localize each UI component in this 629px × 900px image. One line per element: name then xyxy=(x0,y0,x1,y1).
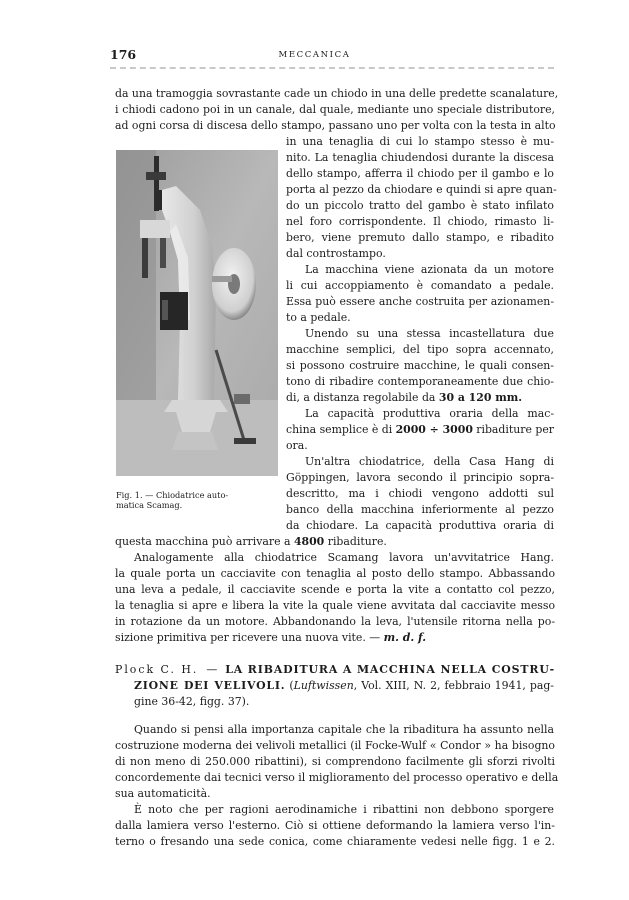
body-text: ribaditure per xyxy=(476,423,554,436)
distance-range: 30 a 120 mm. xyxy=(438,391,523,404)
body-line: si possono costruire macchine, le quali consen- xyxy=(286,359,554,372)
body-line: da una tramoggia sovrastante cade un chiodo in una delle predette scanalature, xyxy=(115,87,559,100)
figure-caption: matica Scamag. xyxy=(116,500,183,510)
author-signature: m. d. f. xyxy=(383,631,427,644)
figure-caption: Fig. 1. — Chiodatrice auto- xyxy=(116,490,229,500)
body-line: tono di ribadire contemporaneamente due chio- xyxy=(286,375,554,388)
body-line: sua automaticità. xyxy=(115,787,211,800)
body-line: Unendo su una stessa incastellatura due xyxy=(305,327,554,340)
body-line xyxy=(286,422,554,437)
body-line: in rotazione da un motore. Abbandonando la leva, l'utensile ritorna nella po- xyxy=(115,615,555,628)
body-text: sizione primitiva per ricevere una nuova vite. — xyxy=(115,631,381,644)
body-line: Un'altra chiodatrice, della Casa Hang di xyxy=(305,455,554,468)
article-author: Plock C. H. xyxy=(115,663,199,676)
body-line: una leva a pedale, il cacciavite scende e porta la vite a contatto col pezzo, xyxy=(115,583,555,596)
body-line: la quale porta un cacciavite con tenaglia al posto dello stampo. Abbassando xyxy=(115,567,555,580)
body-line: i chiodi cadono poi in un canale, dal quale, mediante uno speciale distributore, xyxy=(115,103,555,116)
body-line xyxy=(115,534,387,549)
article-title: LA RIBADITURA A MACCHINA NELLA COSTRU- xyxy=(225,663,555,676)
article-reference: , Vol. XIII, N. 2, febbraio 1941, pag- xyxy=(353,679,554,692)
body-line: Quando si pensi alla importanza capitale che la ribaditura ha assunto nella xyxy=(134,723,554,736)
article-heading: ZIONE DEI VELIVOLI. (Luftwissen, Vol. XIII, N. 2, febbraio 1941, pag- xyxy=(134,679,554,692)
body-line: banco della macchina inferiormente al pezzo xyxy=(286,503,554,516)
body-text: di, a distanza regolabile da xyxy=(286,391,436,404)
journal-name: Luftwissen xyxy=(293,679,354,692)
body-line: di non meno di 250.000 ribattini), si comprendono facilmente gli sforzi rivolti xyxy=(115,755,555,768)
body-line: La macchina viene azionata da un motore xyxy=(305,263,554,276)
body-line: La capacità produttiva oraria della mac- xyxy=(305,407,554,420)
body-line: in una tenaglia di cui lo stampo stesso è mu- xyxy=(286,135,554,148)
body-text: questa macchina può arrivare a xyxy=(115,535,291,548)
body-line: bero, viene premuto dallo stampo, e ribadito xyxy=(286,231,554,244)
body-line: ora. xyxy=(286,439,308,452)
body-line: da chiodare. La capacità produttiva oraria di xyxy=(286,519,554,532)
body-line: li cui accoppiamento è comandato a pedale. xyxy=(286,279,554,292)
body-line: descritto, ma i chiodi vengono addotti sul xyxy=(286,487,554,500)
page-number: 176 xyxy=(110,47,137,62)
article-heading xyxy=(115,662,555,677)
figure-photo xyxy=(116,150,278,476)
body-line: dal controstampo. xyxy=(286,247,386,260)
body-line: È noto che per ragioni aerodinamiche i ribattini non debbono sporgere xyxy=(134,803,554,816)
article-reference: gine 36-42, figg. 37). xyxy=(134,695,250,708)
running-header: MECCANICA xyxy=(278,50,351,60)
body-line: Analogamente alla chiodatrice Scamang lavora un'avvitatrice Hang. xyxy=(134,551,554,564)
body-line xyxy=(286,390,522,405)
riveting-machine-image xyxy=(116,150,278,476)
body-line: dello stampo, afferra il chiodo per il gambo e lo xyxy=(286,167,554,180)
body-line: concordemente dai tecnici verso il miglioramento del processo operativo e della xyxy=(115,771,559,784)
body-text: china semplice è di xyxy=(286,423,393,436)
body-line: ad ogni corsa di discesa dello stampo, passano uno per volta con la testa in alto xyxy=(115,119,556,132)
body-line: porta al pezzo da chiodare e quindi si apre quan- xyxy=(286,183,557,196)
body-line: to a pedale. xyxy=(286,311,351,324)
body-line: nito. La tenaglia chiudendosi durante la discesa xyxy=(286,151,554,164)
article-title: ZIONE DEI VELIVOLI. xyxy=(134,679,286,692)
capacity-value: 4800 xyxy=(293,535,325,548)
body-line: dalla lamiera verso l'esterno. Ciò si ottiene deformando la lamiera verso l'in- xyxy=(115,819,555,832)
body-line: nel foro corrispondente. Il chiodo, rimasto li- xyxy=(286,215,554,228)
header-rule xyxy=(110,67,554,69)
capacity-range: 2000 ÷ 3000 xyxy=(395,423,473,436)
heading-dash: — xyxy=(206,663,218,676)
body-line: do un piccolo tratto del gambo è stato infilato xyxy=(286,199,554,212)
body-line: Göppingen, lavora secondo il principio sopra- xyxy=(286,471,554,484)
body-line: macchine semplici, del tipo sopra accennato, xyxy=(286,343,554,356)
body-line xyxy=(115,630,426,645)
body-line: terno o fresando una sede conica, come chiaramente vedesi nelle figg. 1 e 2. xyxy=(115,835,555,848)
body-text: ribaditure. xyxy=(327,535,387,548)
body-line: costruzione moderna dei velivoli metallici (il Focke-Wulf « Condor » ha bisogno xyxy=(115,739,555,752)
body-line: Essa può essere anche costruita per azionamen- xyxy=(286,295,554,308)
body-line: la tenaglia si apre e libera la vite la quale viene avvitata dal cacciavite messo xyxy=(115,599,555,612)
